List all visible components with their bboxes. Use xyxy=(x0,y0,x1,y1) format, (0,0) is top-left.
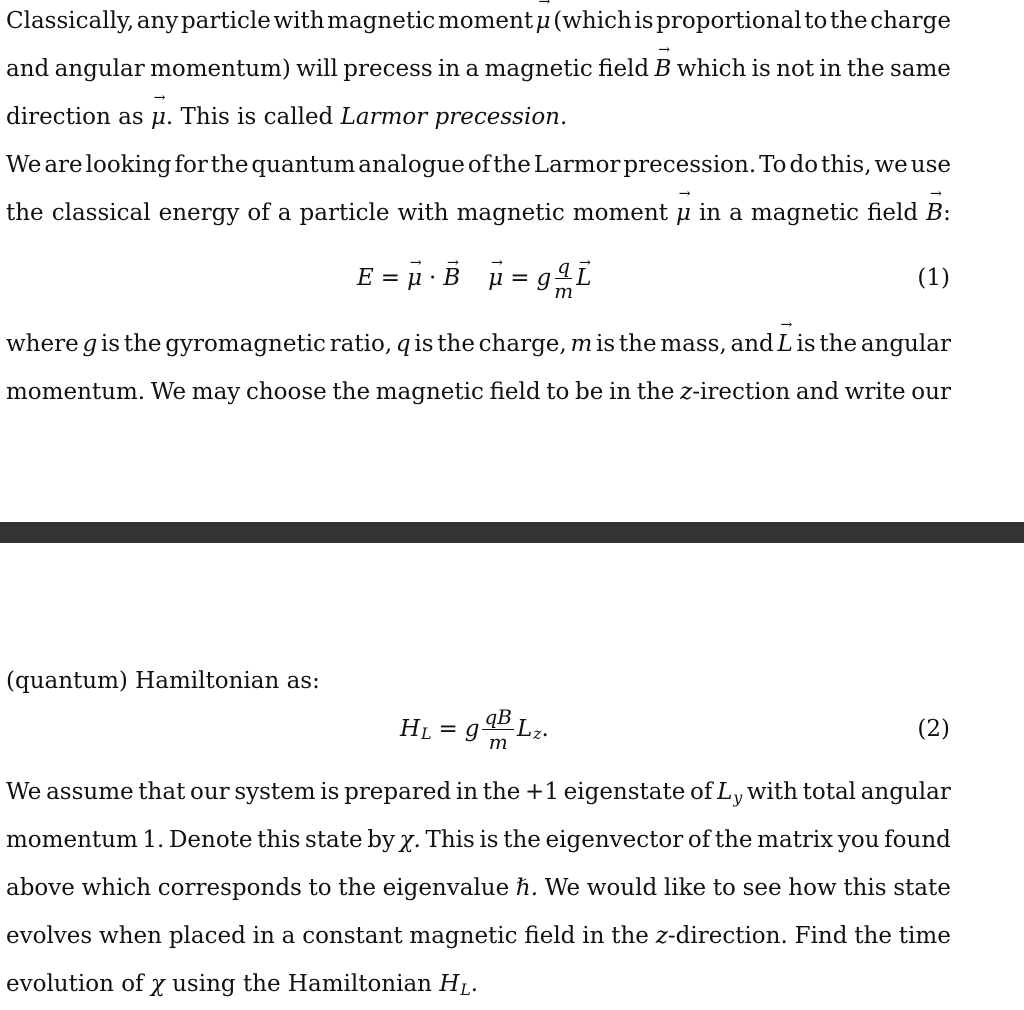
emphasis-term: Larmor precession. xyxy=(340,104,568,130)
math-symbol: L xyxy=(717,779,733,805)
word: -irection xyxy=(692,379,791,405)
word: We xyxy=(6,779,42,805)
word: this xyxy=(257,827,301,853)
word: the xyxy=(503,827,541,853)
word: are xyxy=(44,152,83,178)
word: in xyxy=(582,923,605,949)
math-symbol: χ. xyxy=(399,827,421,853)
word: field xyxy=(598,56,650,82)
word: do xyxy=(789,152,819,178)
word: and xyxy=(6,56,50,82)
math-symbol: z xyxy=(655,923,668,949)
text-run: evolution of xyxy=(6,971,151,997)
word: field xyxy=(524,923,576,949)
word: the xyxy=(854,923,892,949)
math-symbol: ℏ. xyxy=(515,875,539,901)
word: field xyxy=(489,379,541,405)
word: that xyxy=(138,779,186,805)
word: this, xyxy=(821,152,872,178)
text-line xyxy=(6,52,951,86)
word: the xyxy=(846,56,885,82)
word: with xyxy=(273,8,325,34)
text-run: . This is called xyxy=(165,104,341,130)
word: for xyxy=(174,152,208,178)
math-subscript: y xyxy=(733,788,743,808)
text-run: direction as xyxy=(6,104,151,130)
word: the xyxy=(493,152,531,178)
word: the xyxy=(437,331,475,357)
text-line xyxy=(6,4,951,38)
word: write xyxy=(844,379,906,405)
math-vector-mu: μ → xyxy=(151,100,166,134)
equation-2 xyxy=(0,704,1024,754)
word: field xyxy=(867,200,919,226)
word: a xyxy=(281,923,296,949)
word: is xyxy=(479,827,499,853)
word: by xyxy=(367,827,395,853)
word: in xyxy=(609,379,632,405)
word: gyromagnetic xyxy=(165,331,326,357)
punctuation: : xyxy=(943,200,951,226)
word: the xyxy=(338,875,376,901)
text-line xyxy=(6,196,951,230)
word: is xyxy=(100,331,121,357)
math-vector-mu: μ → xyxy=(488,265,503,291)
word: the xyxy=(611,923,649,949)
math-symbol: q xyxy=(395,331,411,357)
text-line xyxy=(6,664,951,698)
word: above xyxy=(6,875,75,901)
math-fraction xyxy=(482,704,514,754)
math-subscript: z xyxy=(533,723,542,743)
word: in xyxy=(698,200,722,226)
word: (which xyxy=(553,8,632,34)
word: eigenstate xyxy=(563,779,686,805)
word: assume xyxy=(46,779,134,805)
fraction-denominator: m xyxy=(488,729,508,754)
word: moment xyxy=(572,200,668,226)
word: charge, xyxy=(478,331,567,357)
word: Classically, xyxy=(6,8,135,34)
fraction-denominator: m xyxy=(554,278,574,303)
math-operator: = xyxy=(510,265,530,291)
text-run: (quantum) Hamiltonian as: xyxy=(6,668,320,694)
word: matrix xyxy=(757,827,834,853)
word: precession. xyxy=(623,152,757,178)
word: of xyxy=(690,779,713,805)
word: charge xyxy=(870,8,951,34)
math-symbol: g xyxy=(536,265,552,291)
word: found xyxy=(884,827,951,853)
word: mass, xyxy=(660,331,727,357)
word: our xyxy=(189,779,230,805)
word: and xyxy=(795,379,840,405)
word: our xyxy=(911,379,951,405)
word: magnetic xyxy=(409,923,518,949)
text-line xyxy=(6,148,951,182)
word: we xyxy=(874,152,908,178)
math-fraction xyxy=(554,253,574,303)
word: you xyxy=(837,827,880,853)
word: magnetic xyxy=(375,379,484,405)
math-vector-l: L → xyxy=(576,265,591,291)
text-line xyxy=(6,967,951,1001)
word: of xyxy=(467,152,491,178)
word: This xyxy=(425,827,475,853)
word: total xyxy=(802,779,857,805)
word: magnetic xyxy=(750,200,860,226)
math-vector-b: B → xyxy=(654,52,671,86)
word: state xyxy=(305,827,363,853)
word: magnetic xyxy=(327,8,436,34)
word: energy xyxy=(158,200,240,226)
math-symbol: E xyxy=(357,265,374,291)
word: would xyxy=(586,875,658,901)
word: the xyxy=(714,827,753,853)
word: proportional xyxy=(656,8,802,34)
equation-number: (1) xyxy=(917,265,950,291)
word: with xyxy=(397,200,449,226)
math-symbol: H xyxy=(400,716,421,742)
equation-1-body xyxy=(357,253,591,303)
word: the xyxy=(123,331,162,357)
page-divider xyxy=(0,522,1024,543)
fraction-numerator: qB xyxy=(484,704,512,729)
word: a xyxy=(277,200,292,226)
math-vector-mu: μ → xyxy=(676,196,691,230)
word: the xyxy=(618,331,657,357)
math-operator: = xyxy=(380,265,401,291)
word: state xyxy=(893,875,951,901)
word: choose xyxy=(245,379,327,405)
punctuation: . xyxy=(541,716,549,742)
word: Larmor xyxy=(533,152,621,178)
word: eigenvector xyxy=(545,827,684,853)
math-vector-b: B → xyxy=(926,196,943,230)
word: moment xyxy=(437,8,534,34)
word: in xyxy=(438,56,461,82)
word: We xyxy=(6,152,42,178)
word: Find xyxy=(794,923,848,949)
word: when xyxy=(99,923,162,949)
equation-1 xyxy=(0,253,1024,303)
word: angular xyxy=(860,331,951,357)
word: placed xyxy=(168,923,246,949)
word: in xyxy=(455,779,479,805)
math-subscript: L xyxy=(421,723,432,743)
word: is xyxy=(414,331,434,357)
math-symbol: χ xyxy=(150,971,165,997)
word: the xyxy=(819,331,858,357)
word: corresponds xyxy=(157,875,302,901)
word: like xyxy=(663,875,707,901)
word: which xyxy=(676,56,747,82)
word: constant xyxy=(302,923,403,949)
math-symbol: H xyxy=(439,971,460,997)
word: momentum. xyxy=(6,379,146,405)
math-symbol: g xyxy=(82,331,98,357)
math-symbol: z xyxy=(680,379,693,405)
math-vector-l: L → xyxy=(777,327,792,361)
word: be xyxy=(575,379,604,405)
word: magnetic xyxy=(484,56,593,82)
word: is xyxy=(796,331,816,357)
word: to xyxy=(804,8,828,34)
word: We xyxy=(544,875,581,901)
text-line xyxy=(6,100,951,134)
word: will xyxy=(296,56,338,82)
word: momentum xyxy=(6,827,138,853)
word: of xyxy=(687,827,711,853)
word: this xyxy=(843,875,887,901)
word: magnetic xyxy=(456,200,565,226)
text-line xyxy=(6,375,951,409)
math-operator: = xyxy=(438,716,458,742)
word: which xyxy=(81,875,152,901)
word: the xyxy=(829,8,868,34)
word: may xyxy=(191,379,241,405)
word: any xyxy=(136,8,179,34)
word: a xyxy=(729,200,743,226)
word: not xyxy=(776,56,815,82)
word: angular xyxy=(54,56,145,82)
math-symbol: m xyxy=(570,331,593,357)
math-symbol: g xyxy=(464,716,480,742)
word: in xyxy=(252,923,275,949)
word: To xyxy=(759,152,787,178)
word: quantum xyxy=(251,152,356,178)
fraction-numerator: q xyxy=(557,253,571,278)
word: prepared xyxy=(344,779,452,805)
math-vector-mu: μ → xyxy=(407,265,422,291)
word: to xyxy=(546,379,570,405)
word: evolves xyxy=(6,923,93,949)
word: a xyxy=(465,56,480,82)
word: analogue xyxy=(358,152,465,178)
word: 1. xyxy=(142,827,165,853)
word: how xyxy=(788,875,837,901)
word: is xyxy=(634,8,654,34)
word: precess xyxy=(343,56,433,82)
word: eigenvalue xyxy=(382,875,510,901)
word: system xyxy=(234,779,316,805)
word: use xyxy=(910,152,951,178)
math-operator: · xyxy=(429,265,437,291)
equation-number: (2) xyxy=(917,716,950,742)
text-line xyxy=(6,823,951,857)
word: ratio, xyxy=(329,331,393,357)
word: same xyxy=(889,56,951,82)
word: is xyxy=(320,779,340,805)
word: in xyxy=(819,56,842,82)
word: Denote xyxy=(168,827,253,853)
word: the xyxy=(482,779,521,805)
text-line xyxy=(6,327,951,361)
text-run: using the Hamiltonian xyxy=(164,971,440,997)
word: of xyxy=(247,200,270,226)
text-line xyxy=(6,775,951,809)
word: to xyxy=(712,875,736,901)
word: to xyxy=(308,875,332,901)
word: +1 xyxy=(525,779,559,805)
word: particle xyxy=(180,8,271,34)
word: time xyxy=(898,923,951,949)
math-subscript: L xyxy=(460,980,471,1000)
word: with xyxy=(746,779,798,805)
equation-2-body xyxy=(400,704,549,754)
word: see xyxy=(742,875,782,901)
text-line xyxy=(6,871,951,905)
math-symbol: L xyxy=(516,716,533,742)
word: particle xyxy=(299,200,390,226)
word: We xyxy=(150,379,187,405)
math-vector-b: B → xyxy=(443,265,460,291)
word: and xyxy=(730,331,774,357)
word: angular xyxy=(860,779,951,805)
word: where xyxy=(6,331,79,357)
word: -direction. xyxy=(667,923,788,949)
word: looking xyxy=(85,152,172,178)
punctuation: . xyxy=(470,971,479,997)
word: the xyxy=(332,379,371,405)
word: is xyxy=(751,56,771,82)
word: is xyxy=(596,331,616,357)
word: the xyxy=(210,152,249,178)
math-vector-mu: μ → xyxy=(536,4,551,38)
page-section-bottom xyxy=(0,543,1024,1010)
word: momentum) xyxy=(150,56,291,82)
word: the xyxy=(6,200,44,226)
word: classical xyxy=(51,200,151,226)
text-line xyxy=(6,919,951,953)
word: the xyxy=(636,379,675,405)
